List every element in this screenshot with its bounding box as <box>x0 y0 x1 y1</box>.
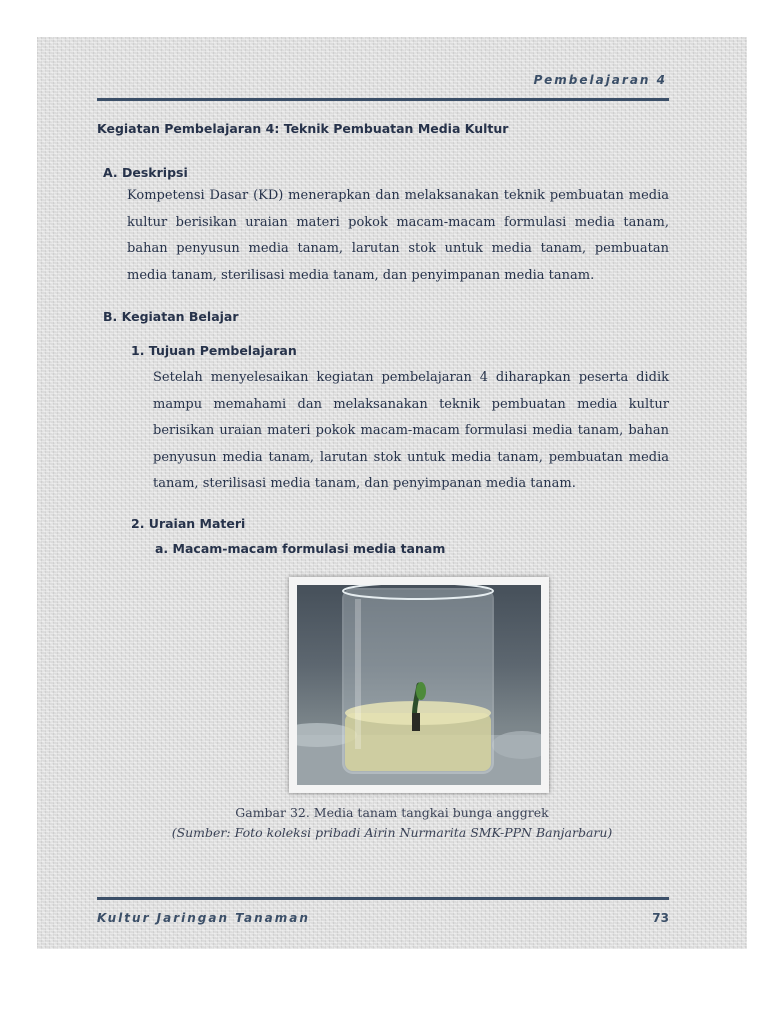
subsection-2-heading: 2. Uraian Materi <box>131 516 246 531</box>
section-a-paragraph: Kompetensi Dasar (KD) menerapkan dan melaksanakan teknik pembuatan media kultur berisikan uraian materi pokok macam-macam formulasi media tanam, bahan penyusun media tanam, larutan stok untuk media tanam, pembuatan media tanam, sterilisasi media tanam, dan penyimpanan media tanam. <box>127 188 669 283</box>
page-number: 73 <box>652 911 669 925</box>
footer-rule <box>97 897 669 900</box>
document-page <box>37 37 747 949</box>
culture-jar-illustration <box>297 585 541 785</box>
subsection-2a-heading: a. Macam-macam formulasi media tanam <box>155 541 446 556</box>
page-title: Kegiatan Pembelajaran 4: Teknik Pembuatan Media Kultur <box>97 121 509 136</box>
footer-book-title: Kultur Jaringan Tanaman <box>97 911 310 925</box>
stalk-base <box>412 713 420 731</box>
figure-frame <box>289 577 549 793</box>
glass-highlight <box>355 599 361 749</box>
header-rule <box>97 98 669 101</box>
figure-caption: Gambar 32. Media tanam tangkai bunga anggrek <box>235 805 549 820</box>
section-a-heading: A. Deskripsi <box>103 165 188 180</box>
orchid-shoot <box>416 682 426 700</box>
subsection-1-paragraph: Setelah menyelesaikan kegiatan pembelajaran 4 diharapkan peserta didik mampu memahami dan melaksanakan teknik pembuatan media kultur berisikan uraian materi pokok macam-macam formulasi media tanam, bahan penyusun media tanam, larutan stok untuk media tanam, pembuatan media tanam, sterilisasi media tanam, dan penyimpanan media tanam. <box>153 370 669 491</box>
figure-source: (Sumber: Foto koleksi pribadi Airin Nurmarita SMK-PPN Banjarbaru) <box>171 825 613 840</box>
section-b-heading: B. Kegiatan Belajar <box>103 309 239 324</box>
running-header: Pembelajaran 4 <box>533 73 667 87</box>
subsection-1-heading: 1. Tujuan Pembelajaran <box>131 343 297 358</box>
orchid-culture-photo <box>297 585 541 785</box>
